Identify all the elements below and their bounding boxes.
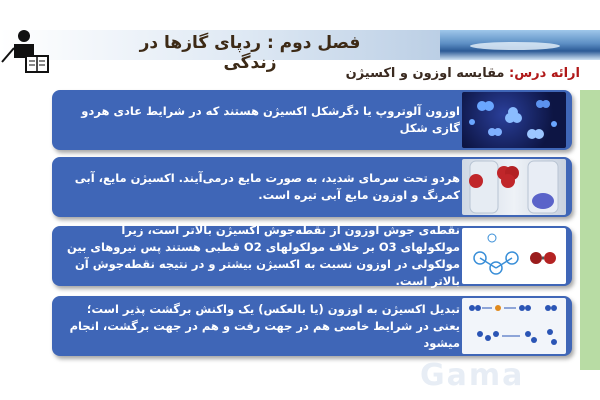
- lesson-subtitle: [346, 66, 580, 81]
- teacher-at-board-icon: [0, 28, 52, 74]
- info-card-2: [52, 157, 572, 217]
- info-card-1: [52, 90, 572, 150]
- card-1-text: اوزون آلوتروپ یا دگرشکل اکسیژن هستند که در شرایط عادی هردو گازی شکل: [81, 104, 460, 135]
- chapter-title: فصل دوم : ردپای گازها در زندگی: [139, 33, 361, 73]
- gama-watermark: Gama: [420, 358, 525, 393]
- card-3-text: نقطه‌ی جوش اوزون از نقطه‌جوش اکسیژن بالاتر است، زیرا مولکولهای O3 بر خلاف مولکولهای O2 قطبی هستند پس نیروهای بین مولکولی در اوزون نسبت به اکسیژن بیشتر و در نتیجه نقطه‌جوش آن بالاتر است.: [67, 223, 460, 288]
- liquid-oxygen-tubes-image: [462, 159, 566, 215]
- ozone-molecule-diagram: [462, 228, 566, 284]
- subtitle-label: ارائه درس:: [509, 66, 580, 81]
- info-card-3: [52, 223, 572, 288]
- card-2-text: هردو تحت سرمای شدید، به صورت مایع درمی‌آیند. اکسیژن مایع، آبی کمرنگ و اوزون مایع آبی تیره است.: [74, 171, 460, 202]
- oxygen-ozone-reaction-diagram: [462, 298, 566, 354]
- header-landscape-image: [440, 30, 600, 60]
- card-4-text: تبدیل اکسیژن به اوزون (یا بالعکس) یک واکنش برگشت پذیر است؛ یعنی در شرایط خاصی هم در جهت رفت و هم در جهت برگشت، انجام میشود: [69, 301, 460, 350]
- subtitle-text: مقایسه اوزون و اکسیژن: [345, 66, 510, 81]
- side-accent-bar: [580, 90, 600, 370]
- info-card-4: [52, 296, 572, 356]
- molecules-image: [462, 92, 566, 148]
